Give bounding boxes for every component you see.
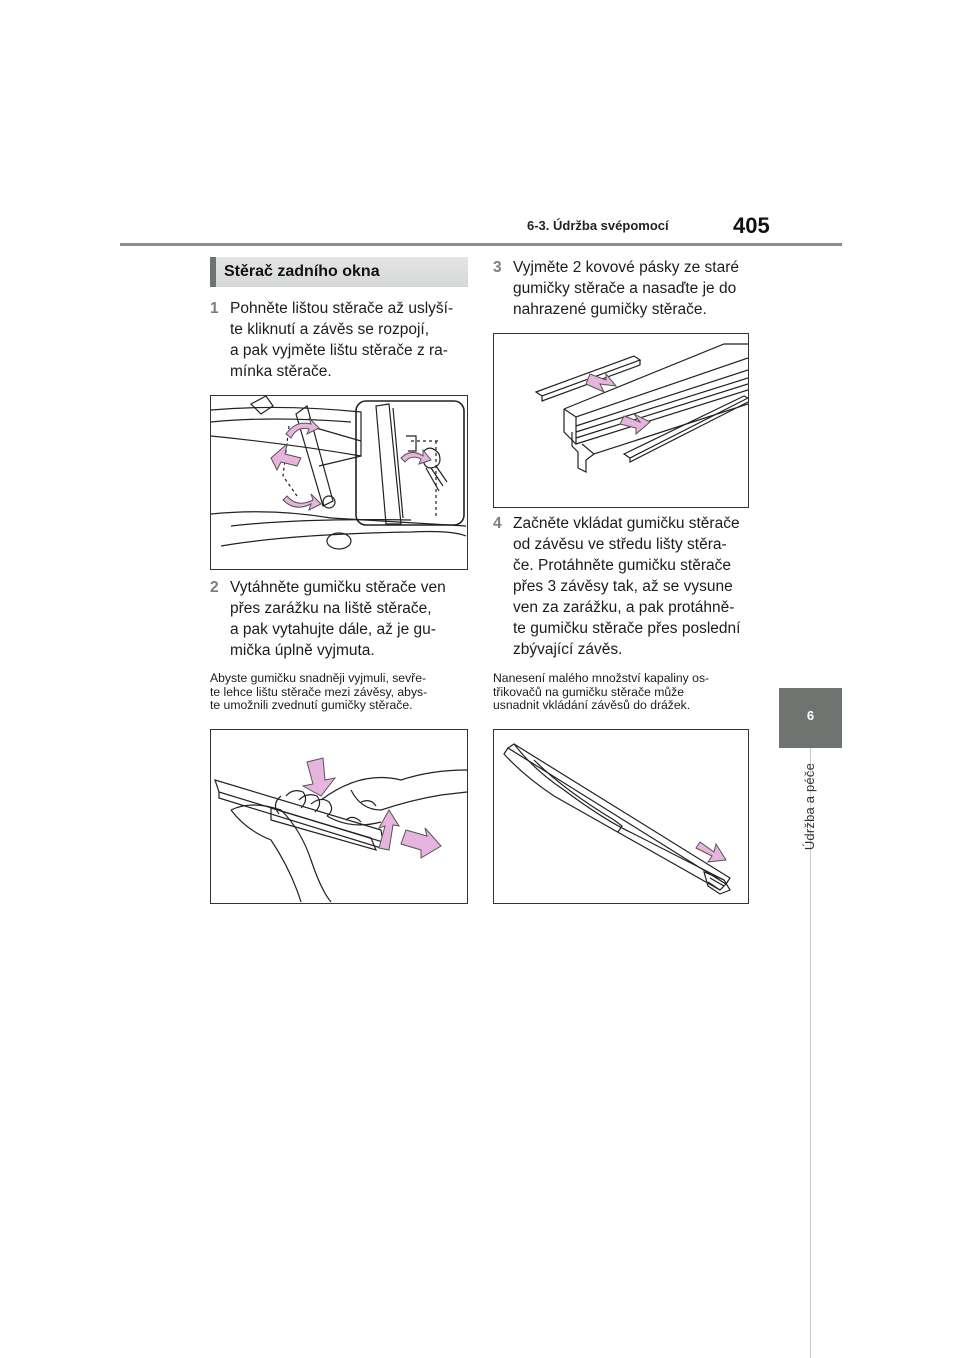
step-number: 2 — [210, 579, 219, 596]
step-2-note — [210, 672, 472, 713]
step-text-line: mínka stěrače. — [230, 363, 332, 380]
note-line: usnadnit vkládání závěsů do drážek. — [493, 698, 691, 712]
step-text-line: přes 3 závěsy tak, až se vysune — [513, 578, 733, 595]
step-text-line: Pohněte lištou stěrače až uslyší- — [230, 300, 454, 317]
metal-strips-illustration — [493, 333, 749, 508]
chapter-label: Údržba a péče — [802, 763, 817, 851]
step-number: 4 — [493, 515, 502, 532]
step-text-line: přes zarážku na liště stěrače, — [230, 600, 432, 617]
step-text-line: te kliknutí a závěs se rozpojí, — [230, 321, 430, 338]
note-line: Nanesení malého množství kapaliny os- — [493, 671, 710, 685]
page-number: 405 — [733, 213, 770, 238]
step-number: 1 — [210, 300, 219, 317]
step-text-line: Vyjměte 2 kovové pásky ze staré — [513, 259, 739, 276]
step-text-line: mička úplně vyjmuta. — [230, 642, 375, 659]
step-1 — [210, 298, 472, 382]
step-text-line: nahrazené gumičky stěrače. — [513, 301, 707, 318]
step-text-line: zbývající závěs. — [513, 641, 623, 658]
step-text-line: a pak vytahujte dále, až je gu- — [230, 621, 436, 638]
note-line: Abyste gumičku snadněji vyjmuli, sevře- — [210, 671, 427, 685]
step-text-line: ven za zarážku, a pak protáhně- — [513, 599, 735, 616]
chapter-number: 6 — [806, 708, 815, 723]
step-3 — [493, 257, 755, 320]
step-text-line: Vytáhněte gumičku stěrače ven — [230, 579, 446, 596]
note-line: třikovačů na gumičku stěrače může — [493, 684, 685, 699]
step-text-line: gumičky stěrače a nasaďte je do — [513, 280, 737, 297]
note-line: te umožnili zvednutí gumičky stěrače. — [210, 698, 413, 712]
step-text-line: a pak vyjměte lištu stěrače z ra- — [230, 342, 448, 359]
step-text-line: če. Protáhněte gumičku stěrače — [513, 557, 731, 574]
chapter-tab — [779, 688, 842, 748]
step-text-line: Začněte vkládat gumičku stěrače — [513, 515, 740, 532]
step-4-note — [493, 672, 755, 713]
header-section-title: 6-3. Údržba svépomocí — [527, 218, 669, 233]
step-number: 3 — [493, 259, 502, 276]
rubber-insert-illustration — [493, 729, 749, 904]
header-divider — [120, 243, 842, 246]
rubber-pull-out-illustration — [210, 729, 468, 904]
step-text-line: te gumičku stěrače přes poslední — [513, 620, 741, 637]
step-text-line: od závěsu ve středu lišty stěra- — [513, 536, 727, 553]
section-heading: Stěrač zadního okna — [210, 257, 468, 287]
step-2 — [210, 577, 472, 661]
wiper-arm-removal-illustration — [210, 395, 468, 570]
note-line: te lehce lištu stěrače mezi závěsy, abys- — [210, 684, 428, 699]
step-4 — [493, 513, 755, 660]
